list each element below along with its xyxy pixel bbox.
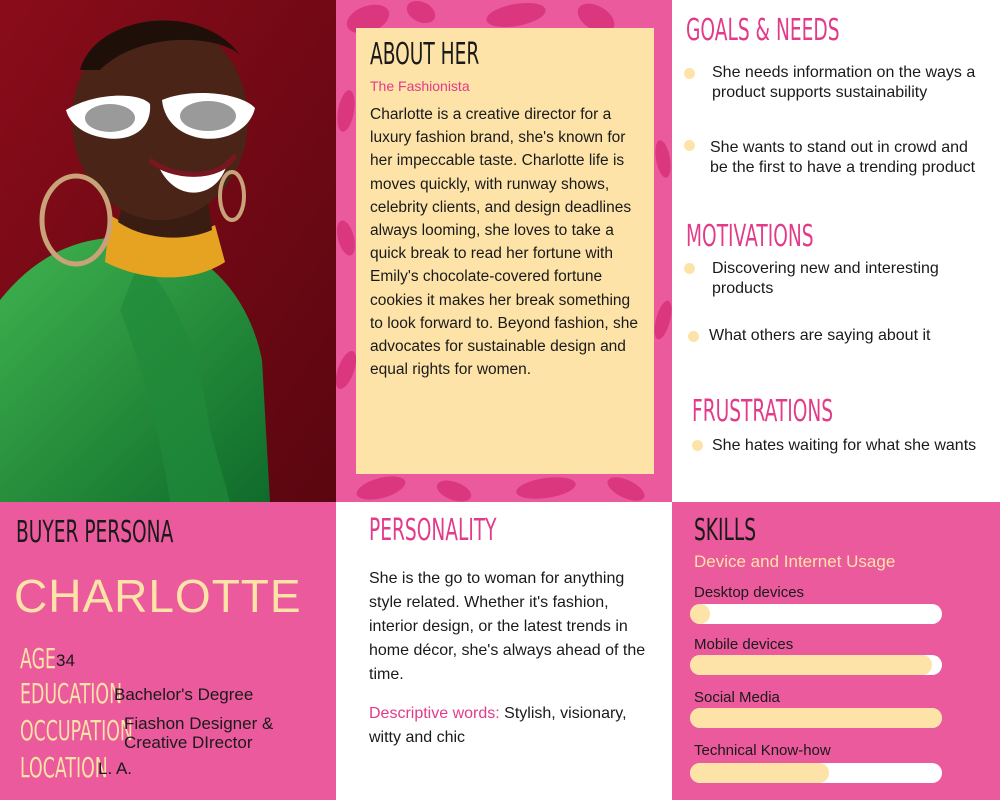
skill-bar-fill <box>690 655 932 675</box>
leopard-spot <box>354 472 407 502</box>
motivations-item: What others are saying about it <box>709 327 931 344</box>
education-label: EDUCATION <box>20 677 123 710</box>
frustrations-title: FRUSTRATIONS <box>692 394 834 429</box>
age-label: AGE <box>20 642 56 675</box>
personality-text: She is the go to woman for anything style related. Whether it's fashion, interior design, or the latest trends in home décor, she's always ahead of the time. <box>369 570 646 683</box>
skill-label: Mobile devices <box>694 636 794 653</box>
skills-subtitle: Device and Internet Usage <box>694 552 896 571</box>
motivations-item: Discovering new and interesting products <box>712 260 939 297</box>
bullet-dot <box>684 140 695 151</box>
persona-name: CHARLOTTE <box>14 570 302 622</box>
about-title: ABOUT HER <box>370 37 480 72</box>
about-panel <box>336 0 672 502</box>
portrait-illustration <box>0 0 336 502</box>
occupation-value-line1: Fiashon Designer & <box>124 714 274 733</box>
location-label: LOCATION <box>20 751 108 784</box>
skill-label: Social Media <box>694 689 780 706</box>
skill-bar <box>690 655 942 675</box>
location-value: L. A. <box>98 759 133 778</box>
goals-item: She wants to stand out in crowd and be the first to have a trending product <box>710 139 976 176</box>
skills-panel <box>672 502 1000 800</box>
leopard-spot <box>336 89 358 133</box>
goals-item: She needs information on the ways a product supports sustainability <box>712 64 976 101</box>
leopard-spot <box>403 0 439 27</box>
personality-panel <box>336 502 672 800</box>
occupation-label: OCCUPATION <box>20 714 133 747</box>
buyer-persona-label: BUYER PERSONA <box>16 515 174 550</box>
personality-title: PERSONALITY <box>369 513 497 548</box>
age-value: 34 <box>56 651 75 670</box>
bullet-dot <box>692 440 703 451</box>
persona-photo <box>0 0 336 502</box>
skill-bar-fill <box>690 763 829 783</box>
skill-label: Technical Know-how <box>694 742 831 759</box>
skills-title: SKILLS <box>694 513 757 548</box>
occupation-value-line2: Creative DIrector <box>124 733 253 752</box>
descriptive-words-label: Descriptive words: <box>369 705 500 722</box>
buyer-persona-panel <box>0 502 336 800</box>
leopard-spot <box>604 472 648 502</box>
leopard-spot <box>485 0 548 31</box>
skill-bar <box>690 708 942 728</box>
motivations-title: MOTIVATIONS <box>686 219 814 254</box>
skill-bar-fill <box>690 708 942 728</box>
bullet-dot <box>688 331 699 342</box>
descriptive-words <box>369 702 659 750</box>
skill-bar-fill <box>690 604 710 624</box>
frustrations-item: She hates waiting for what she wants <box>712 437 977 454</box>
bullet-dot <box>684 68 695 79</box>
about-subtitle: The Fashionista <box>370 78 470 94</box>
skill-label: Desktop devices <box>694 584 805 601</box>
about-card <box>356 28 654 474</box>
leopard-spot <box>651 299 672 341</box>
goals-panel <box>672 0 1000 502</box>
skill-bar <box>690 763 942 783</box>
about-text: Charlotte is a creative director for a luxury fashion brand, she's known for her impeccable taste. Charlotte life is moves quickly, with runway shows, celebrity clients, and design deadlines always looming, she loves to take a quick break to read her fortune with Emily's chocolate-covered fortune cookies it makes her break something to look forward to. Beyond fashion, she advocates for sustainable design and equal rights for women. <box>370 106 638 379</box>
education-value: Bachelor's Degree <box>114 685 254 704</box>
goals-title: GOALS & NEEDS <box>686 13 840 48</box>
leopard-spot <box>434 476 474 502</box>
bullet-dot <box>684 263 695 274</box>
leopard-spot <box>653 139 672 179</box>
leopard-spot <box>515 474 577 502</box>
skill-bar <box>690 604 942 624</box>
descriptive-words-value: Stylish, visionary, witty and chic <box>369 705 627 746</box>
